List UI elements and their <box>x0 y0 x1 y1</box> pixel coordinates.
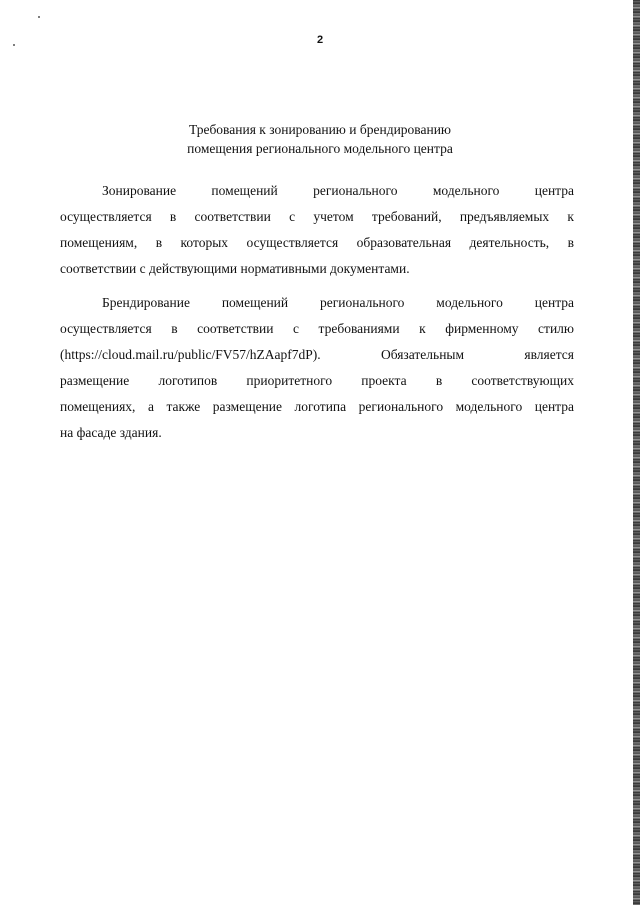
text-line: соответствии с действующими нормативными документами. <box>60 261 410 276</box>
text-line: осуществляется в соответствии с учетом требований, предъявляемых к <box>60 209 574 224</box>
text-line: помещениям, в которых осуществляется образовательная деятельность, в <box>60 235 574 250</box>
text-line: на фасаде здания. <box>60 425 162 440</box>
page-number: 2 <box>316 34 324 46</box>
paragraph-zoning <box>60 178 574 282</box>
paragraph-branding <box>60 290 574 446</box>
document-body <box>60 178 574 454</box>
text-line: размещение логотипов приоритетного проекта в соответствующих <box>60 373 574 388</box>
title-line-2: помещения регионального модельного центра <box>187 141 453 156</box>
text-line: помещениях, а также размещение логотипа регионального модельного центра <box>60 399 574 414</box>
text-line: Брендирование помещений регионального модельного центра <box>102 295 574 310</box>
scan-speck <box>38 16 40 18</box>
text-line: осуществляется в соответствии с требованиями к фирменному стилю <box>60 321 574 336</box>
text-line-link: (https://cloud.mail.ru/public/FV57/hZAapf7dP). Обязательным является <box>60 347 574 362</box>
text-line: Зонирование помещений регионального модельного центра <box>102 183 574 198</box>
scan-edge-artifact <box>633 0 640 905</box>
document-title <box>60 120 580 158</box>
title-line-1: Требования к зонированию и брендированию <box>188 122 452 137</box>
